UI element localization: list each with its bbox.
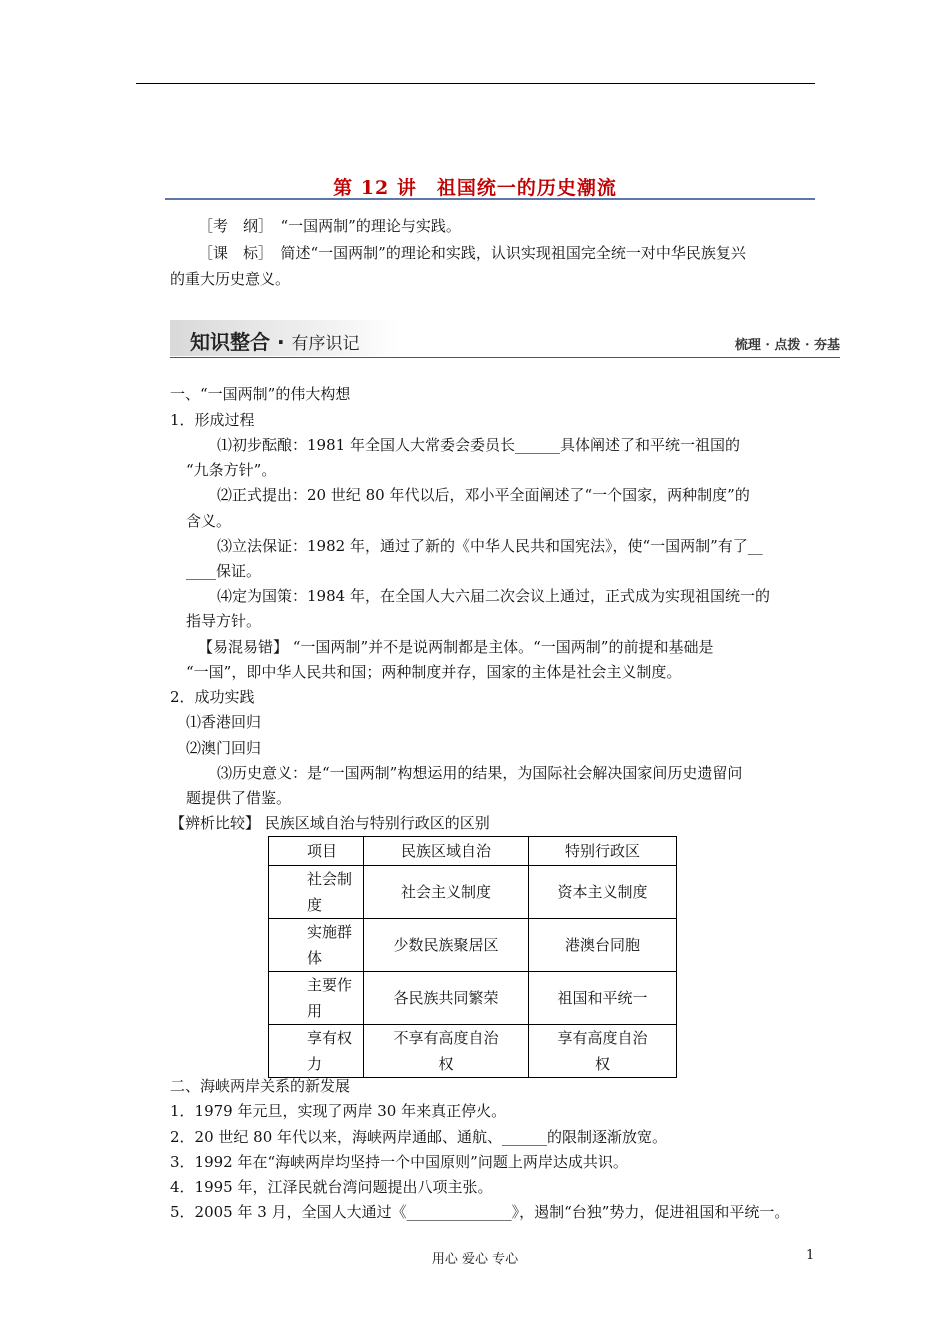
table-cell xyxy=(529,972,677,1025)
list-item: 1．1979 年元旦，实现了两岸 30 年来真正停火。 xyxy=(170,1102,507,1120)
section-heading-2: 二、海峡两岸关系的新发展 xyxy=(170,1077,351,1095)
table-cell xyxy=(269,919,364,972)
banner-rule xyxy=(170,357,840,358)
table-row xyxy=(269,919,677,972)
cell-text: 少数民族聚居区 xyxy=(393,936,499,954)
list-item: ⑵澳门回归 xyxy=(186,739,262,757)
header-rule xyxy=(136,83,815,84)
banner-main-text: 知识整合 xyxy=(190,330,270,354)
cell-text: 不享有高度自治 xyxy=(393,1029,499,1047)
list-item: 3．1992 年在“海峡两岸均坚持一个中国原则”问题上两岸达成共识。 xyxy=(170,1153,628,1171)
paragraph-line: ____保证。 xyxy=(186,562,262,580)
table-cell xyxy=(364,972,529,1025)
note-confusion: 【易混易错】 “一国两制”并不是说两制都是主体。“一国两制”的前提和基础是 xyxy=(198,638,714,656)
lesson-title: 第 12 讲 祖国统一的历史潮流 xyxy=(333,177,617,199)
cell-text: 社会制 xyxy=(307,870,353,888)
cell-text: 祖国和平统一 xyxy=(557,989,648,1007)
list-item: 2．20 世纪 80 年代以来，海峡两岸通邮、通航、______的限制逐渐放宽。 xyxy=(170,1128,668,1146)
table-cell xyxy=(364,866,529,919)
section-banner xyxy=(170,320,840,358)
paragraph-line: “九条方针”。 xyxy=(186,461,277,479)
section-heading-1: 一、“一国两制”的伟大构想 xyxy=(170,385,351,403)
note-confusion-cont: “一国”，即中华人民共和国；两种制度并存，国家的主体是社会主义制度。 xyxy=(186,663,682,681)
subheading-formation: 1．形成过程 xyxy=(170,411,255,429)
table-cell xyxy=(529,919,677,972)
paragraph-line: 含义。 xyxy=(186,512,232,530)
paragraph-line: ⑷定为国策：1984 年，在全国人大六届二次会议上通过，正式成为实现祖国统一的 xyxy=(217,587,770,605)
table-cell xyxy=(269,1025,364,1078)
cell-text: 力 xyxy=(307,1055,323,1073)
cell-text: 用 xyxy=(307,1002,323,1020)
table-row xyxy=(269,972,677,1025)
table-row xyxy=(269,1025,677,1078)
cell-text: 主要作 xyxy=(307,976,353,994)
banner-dot: · xyxy=(276,330,285,354)
cell-text: 实施群 xyxy=(307,923,353,941)
cell-text: 资本主义制度 xyxy=(557,883,648,901)
paragraph-line: ⑶立法保证：1982 年，通过了新的《中华人民共和国宪法》，使“一国两制”有了__ xyxy=(217,537,763,555)
cell-text: 享有权 xyxy=(307,1029,353,1047)
table-header-cell: 民族区域自治 xyxy=(364,837,529,866)
table-cell xyxy=(269,866,364,919)
paragraph-line: 题提供了借鉴。 xyxy=(186,789,292,807)
syllabus-line: ［考 纲］ “一国两制”的理论与实践。 xyxy=(198,217,461,235)
table-cell xyxy=(529,1025,677,1078)
cell-text: 港澳台同胞 xyxy=(564,936,640,954)
cell-text: 社会主义制度 xyxy=(400,883,491,901)
subheading-practice: 2．成功实践 xyxy=(170,688,255,706)
paragraph-line: ⑵正式提出：20 世纪 80 年代以后，邓小平全面阐述了“一个国家，两种制度”的 xyxy=(217,486,750,504)
banner-heading xyxy=(190,326,360,355)
list-item: ⑴香港回归 xyxy=(186,713,262,731)
list-item: 5．2005 年 3 月，全国人大通过《______________》，遏制“台独”势力，促进祖国和平统一。 xyxy=(170,1203,790,1221)
table-header-row xyxy=(269,837,677,866)
curriculum-line-1: ［课 标］ 简述“一国两制”的理论和实践，认识实现祖国完全统一对中华民族复兴 xyxy=(198,244,746,262)
paragraph-line: 指导方针。 xyxy=(186,612,262,630)
table-row xyxy=(269,866,677,919)
cell-text: 各民族共同繁荣 xyxy=(393,989,499,1007)
page-footer: 用心 爱心 专心 xyxy=(431,1252,519,1267)
title-underline xyxy=(165,198,815,200)
table-cell xyxy=(364,919,529,972)
comparison-table xyxy=(268,836,677,1078)
list-item: 4．1995 年，江泽民就台湾问题提出八项主张。 xyxy=(170,1178,493,1196)
paragraph-line: ⑶历史意义：是“一国两制”构想运用的结果，为国际社会解决国家间历史遗留问 xyxy=(217,764,743,782)
table-cell xyxy=(529,866,677,919)
curriculum-line-2: 的重大历史意义。 xyxy=(170,270,291,288)
cell-text: 享有高度自治 xyxy=(557,1029,648,1047)
table-cell xyxy=(364,1025,529,1078)
table-header-cell: 特别行政区 xyxy=(529,837,677,866)
banner-subtitle: 有序识记 xyxy=(291,334,360,354)
paragraph-line: ⑴初步酝酿：1981 年全国人大常委会委员长______具体阐述了和平统一祖国的 xyxy=(217,436,740,454)
cell-text: 度 xyxy=(307,896,323,914)
banner-tagline: 梳理 · 点拨 · 夯基 xyxy=(734,338,840,353)
table-cell xyxy=(269,972,364,1025)
cell-text: 权 xyxy=(594,1055,610,1073)
page-number: 1 xyxy=(806,1248,815,1263)
cell-text: 体 xyxy=(307,949,323,967)
cell-text: 权 xyxy=(438,1055,454,1073)
comparison-caption: 【辨析比较】 民族区域自治与特别行政区的区别 xyxy=(170,814,490,832)
table-header-cell: 项目 xyxy=(269,837,364,866)
